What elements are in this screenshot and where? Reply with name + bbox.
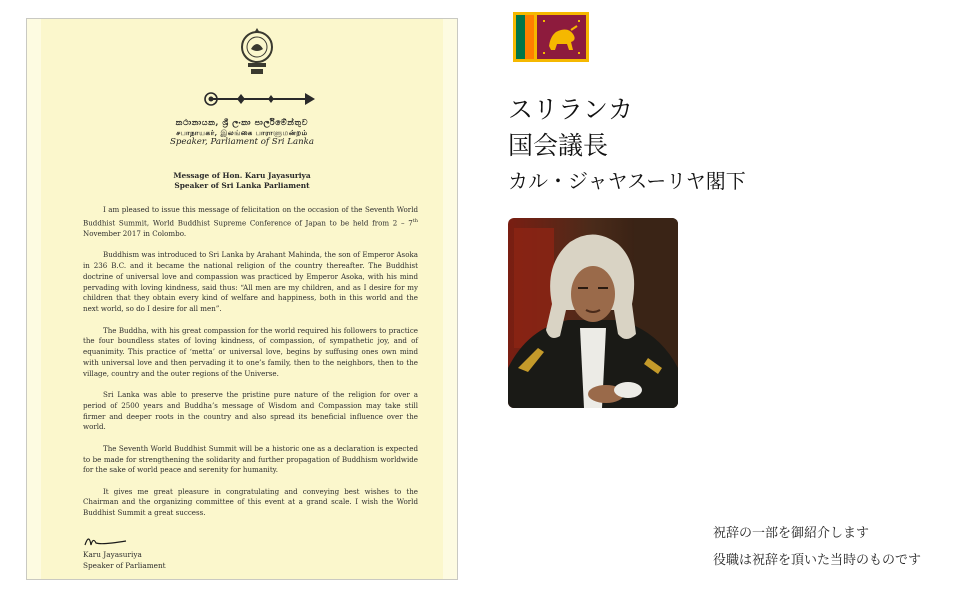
sri-lanka-flag-icon xyxy=(513,12,589,62)
signatory-name: Karu Jayasuriya xyxy=(83,550,142,559)
message-subheading: Speaker of Sri Lanka Parliament xyxy=(174,181,310,190)
mace-icon xyxy=(201,89,319,109)
office-title-english: Speaker, Parliament of Sri Lanka xyxy=(170,137,314,147)
country-name: スリランカ xyxy=(508,95,634,124)
paragraph-5: The Seventh World Buddhist Summit will be a historic one as a declaration is expected to be made for strengthening the solidarity and further propagation of Buddhism worldwide for the sake of world peace and serenity for humanity. xyxy=(83,443,418,475)
paragraph-4: Sri Lanka was able to preserve the pristine pure nature of the religion for over a period of 2500 years and Buddha’s message of Wisdom and Compassion may take still firmer and deeper roots in the country and also spread its beneficial influence over the world. xyxy=(83,390,418,432)
sri-lanka-emblem-icon xyxy=(240,25,274,77)
letter-page xyxy=(41,19,443,579)
letter-body xyxy=(83,205,418,529)
letter-frame xyxy=(26,18,458,580)
message-heading: Message of Hon. Karu Jayasuriya xyxy=(173,171,311,180)
official-name: カル・ジャヤスーリヤ閣下 xyxy=(508,169,746,193)
office-title-sinhala: කථානායක, ශ්‍රී ලංකා පාර්ලිමේන්තුව xyxy=(175,117,309,127)
signatory-title: Speaker of Parliament xyxy=(83,561,166,570)
signature-icon xyxy=(83,534,133,548)
paragraph-1: I am pleased to issue this message of felicitation on the occasion of the Seventh World Buddhist Summit, World Buddhist Supreme Conference of Japan to be held from 2 – 7th November 2017 in Colombo. xyxy=(83,205,418,238)
ordinal-suffix: th xyxy=(412,217,418,224)
paragraph-3: The Buddha, with his great compassion for the world required his followers to practice the four boundless states of loving kindness, of compassion, of sympathetic joy, and of equanimity. This practice of ‘metta’ or universal love, begins by suffusing ones own mind with universal love and then pervading it to one’s family, then to the neighbors, then to the village, country and the outer regions of the Universe. xyxy=(83,325,418,378)
paragraph-6: It gives me great pleasure in congratulating and conveying best wishes to the Chairman and the organizing committee of this event at a grand scale. I wish the World Buddhist Summit a great success. xyxy=(83,486,418,518)
note-position: 役職は祝辞を頂いた当時のものです xyxy=(713,553,922,568)
paragraph-2: Buddhism was introduced to Sri Lanka by Arahant Mahinda, the son of Emperor Asoka in 236 B.C. and it became the national religion of the country thereafter. The Buddhist doctrine of universal love and compassion was practiced by Emperor Asoka, with his mind pervading with loving kindness, said thus: “All men are my children, and as I desire for my children that they obtain every kind of welfare and happiness, both in this world and the next world, so do I desire for all men”. xyxy=(83,250,418,314)
office-title-tamil: சபாநாயகர், இலங்கை பாராளுமன்றம் xyxy=(176,128,308,137)
official-role: 国会議長 xyxy=(508,131,609,160)
speaker-portrait xyxy=(508,218,678,408)
note-excerpt: 祝辞の一部を御紹介します xyxy=(713,526,870,541)
signatory-block xyxy=(83,549,166,571)
